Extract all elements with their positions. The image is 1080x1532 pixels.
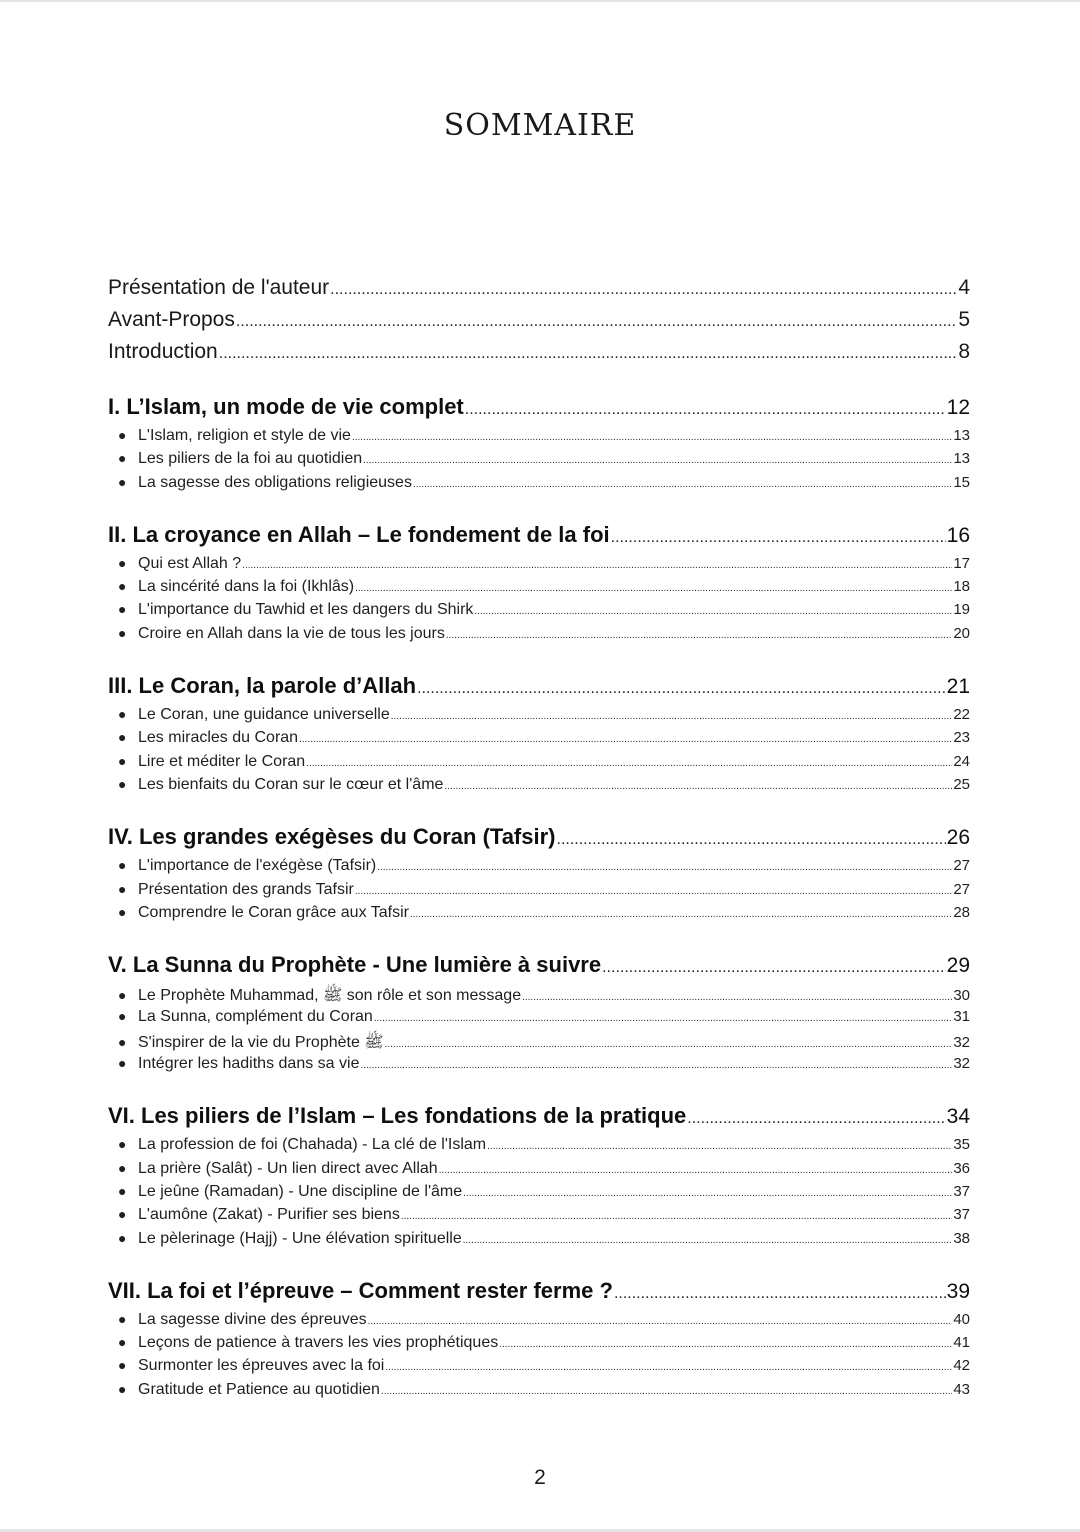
dot-leader	[463, 1235, 953, 1246]
chapter-title: IV. Les grandes exégèses du Coran (Tafsir)	[108, 824, 556, 850]
page-title: SOMMAIRE	[443, 108, 637, 143]
subentry-label: Croire en Allah dans la vie de tous les jours	[138, 624, 445, 642]
chapter-section-4	[108, 824, 970, 927]
toc-subentry[interactable]	[108, 1055, 970, 1078]
chapter-heading[interactable]	[108, 1278, 970, 1311]
toc-subentry[interactable]	[108, 427, 970, 450]
dot-leader	[381, 1386, 952, 1397]
dot-leader	[413, 479, 952, 490]
dot-leader	[330, 281, 957, 299]
toc-page-number: 34	[946, 1105, 970, 1129]
toc-page-number: 23	[953, 729, 970, 747]
subentry-label: Comprendre le Coran grâce aux Tafsir	[138, 903, 409, 921]
dot-leader	[355, 583, 952, 594]
toc-page-number: 35	[953, 1136, 970, 1154]
toc-page-number: 13	[953, 427, 970, 444]
bullet-icon: ●	[118, 1206, 127, 1223]
toc-subentry[interactable]	[108, 1381, 970, 1404]
bullet-icon: ●	[118, 624, 127, 641]
toc-entry-label: Avant-Propos	[108, 308, 235, 331]
chapter-title: II. La croyance en Allah – Le fondement de la foi	[108, 521, 610, 547]
toc-entry-label: Présentation de l'auteur	[108, 276, 330, 299]
subentry-label: Qui est Allah ?	[138, 554, 242, 572]
dot-leader	[352, 432, 952, 443]
bullet-icon: ●	[118, 1357, 127, 1374]
page-number: 2	[534, 1466, 546, 1489]
dot-leader	[465, 401, 946, 419]
chapter-title: VII. La foi et l’épreuve – Comment rester ferme ?	[108, 1277, 613, 1303]
toc-subentry[interactable]	[108, 625, 970, 648]
dot-leader	[410, 909, 952, 920]
dot-leader	[401, 1211, 952, 1222]
toc-subentry[interactable]	[108, 601, 970, 624]
bullet-icon: ●	[118, 903, 127, 920]
toc-page-number: 13	[953, 450, 970, 468]
bullet-icon: ●	[118, 729, 127, 746]
dot-leader	[499, 1339, 952, 1350]
toc-page-number: 4	[958, 276, 970, 299]
subentry-label: Lire et méditer le Coran	[138, 752, 306, 770]
toc-page-number: 37	[953, 1182, 970, 1200]
toc-page-number: 36	[953, 1159, 970, 1177]
toc-subentry[interactable]	[108, 1311, 970, 1334]
dot-leader	[363, 455, 952, 466]
toc-subentry[interactable]	[108, 1032, 970, 1055]
bullet-icon: ●	[118, 1033, 127, 1050]
chapter-title: V. La Sunna du Prophète - Une lumière à suivre	[108, 952, 602, 978]
toc-page-number: 32	[953, 1033, 970, 1051]
subentry-label: Le jeûne (Ramadan) - Une discipline de l'âme	[138, 1182, 463, 1200]
bullet-icon: ●	[118, 857, 127, 874]
bullet-icon: ●	[118, 775, 127, 792]
toc-page-number: 28	[953, 903, 970, 921]
subentry-label: Surmonter les épreuves avec la foi	[138, 1357, 385, 1375]
bullet-icon: ●	[118, 1008, 127, 1025]
table-of-contents	[108, 276, 970, 1404]
subentry-label: La sagesse divine des épreuves	[138, 1310, 367, 1328]
bullet-icon: ●	[118, 1334, 127, 1351]
dot-leader	[439, 1165, 953, 1176]
dot-leader	[487, 1141, 952, 1152]
dot-leader	[391, 711, 953, 722]
toc-subentry[interactable]	[108, 904, 970, 927]
toc-subentry[interactable]	[108, 578, 970, 601]
toc-subentry[interactable]	[108, 555, 970, 578]
bullet-icon: ●	[118, 987, 127, 1004]
chapter-section-7	[108, 1278, 970, 1404]
toc-page-number: 19	[953, 601, 970, 619]
toc-page-number: 39	[946, 1279, 970, 1303]
dot-leader	[611, 529, 946, 547]
subentry-label: La sagesse des obligations religieuses	[138, 473, 412, 491]
dot-leader	[602, 959, 946, 977]
chapter-title: VI. Les piliers de l’Islam – Les fondations de la pratique	[108, 1103, 687, 1129]
dot-leader	[522, 992, 952, 1003]
bullet-icon: ●	[118, 427, 127, 443]
bullet-icon: ●	[118, 1310, 127, 1327]
toc-subentry[interactable]	[108, 1136, 970, 1159]
bullet-icon: ●	[118, 601, 127, 618]
toc-page-number: 20	[953, 624, 970, 642]
toc-subentry[interactable]	[108, 776, 970, 799]
toc-page-number: 38	[953, 1229, 970, 1247]
subentry-label: La sincérité dans la foi (Ikhlâs)	[138, 578, 355, 596]
page-top-edge	[0, 0, 1080, 2]
dot-leader	[355, 886, 952, 897]
toc-page-number: 5	[958, 308, 970, 331]
toc-page-number: 24	[953, 752, 970, 770]
toc-page-number: 40	[953, 1310, 970, 1328]
toc-page-number: 32	[953, 1055, 970, 1073]
chapter-title: III. Le Coran, la parole d’Allah	[108, 673, 417, 699]
chapter-section-5	[108, 952, 970, 1078]
subentry-label: Le Coran, une guidance universelle	[138, 706, 390, 724]
chapter-heading[interactable]	[108, 394, 970, 427]
bullet-icon: ●	[118, 473, 127, 490]
toc-page-number: 41	[953, 1334, 970, 1352]
bullet-icon: ●	[118, 554, 127, 571]
subentry-label: Les bienfaits du Coran sur le cœur et l'âme	[138, 775, 444, 793]
subentry-label: L'importance du Tawhid et les dangers du Shirk	[138, 601, 474, 619]
toc-page-number: 8	[958, 340, 970, 363]
dot-leader	[557, 831, 946, 849]
dot-leader	[236, 313, 957, 331]
subentry-label: Gratitude et Patience au quotidien	[138, 1380, 380, 1398]
toc-page-number: 25	[953, 775, 970, 793]
subentry-label: Présentation des grands Tafsir	[138, 880, 354, 898]
bullet-icon: ●	[118, 1136, 127, 1153]
toc-page-number: 12	[946, 396, 970, 419]
bullet-icon: ●	[118, 1159, 127, 1176]
dot-leader	[474, 606, 952, 617]
dot-leader	[377, 862, 952, 873]
toc-subentry[interactable]	[108, 706, 970, 729]
chapter-heading[interactable]	[108, 673, 970, 706]
subentry-label: S'inspirer de la vie du Prophète ﷺ	[138, 1033, 384, 1051]
toc-subentry[interactable]	[108, 1357, 970, 1380]
toc-page-number: 18	[953, 578, 970, 596]
toc-page-number: 22	[953, 706, 970, 724]
dot-leader	[374, 1013, 953, 1024]
dot-leader	[368, 1316, 953, 1327]
toc-subentry[interactable]	[108, 881, 970, 904]
chapter-section-2	[108, 522, 970, 648]
dot-leader	[446, 630, 952, 641]
chapter-section-3	[108, 673, 970, 799]
bullet-icon: ●	[118, 1055, 127, 1072]
toc-subentry[interactable]	[108, 857, 970, 880]
toc-entry-introduction[interactable]	[108, 340, 970, 372]
subentry-label: La Sunna, complément du Coran	[138, 1008, 373, 1026]
chapter-heading[interactable]	[108, 824, 970, 857]
dot-leader	[463, 1188, 952, 1199]
dot-leader	[444, 781, 952, 792]
toc-subentry[interactable]	[108, 1008, 970, 1031]
toc-page-number: 27	[953, 880, 970, 898]
bullet-icon: ●	[118, 450, 127, 467]
toc-subentry[interactable]	[108, 729, 970, 752]
subentry-label: Leçons de patience à travers les vies prophétiques	[138, 1334, 499, 1352]
toc-subentry[interactable]	[108, 1160, 970, 1183]
toc-subentry[interactable]	[108, 474, 970, 497]
toc-page-number: 17	[953, 554, 970, 572]
toc-page-number: 42	[953, 1357, 970, 1375]
chapter-heading[interactable]	[108, 952, 970, 985]
toc-subentry[interactable]	[108, 450, 970, 473]
toc-page-number: 31	[953, 1008, 970, 1026]
chapter-section-6	[108, 1103, 970, 1252]
bullet-icon: ●	[118, 578, 127, 595]
toc-page-number: 29	[946, 954, 970, 978]
dot-leader	[385, 1362, 952, 1373]
toc-page-number: 43	[953, 1380, 970, 1398]
dot-leader	[417, 680, 946, 698]
dot-leader	[299, 734, 952, 745]
toc-subentry[interactable]	[108, 753, 970, 776]
subentry-label: L'Islam, religion et style de vie	[138, 427, 351, 444]
dot-leader	[306, 758, 952, 769]
chapter-heading[interactable]	[108, 1103, 970, 1136]
subentry-label: Les piliers de la foi au quotidien	[138, 450, 363, 468]
toc-entry-presentation[interactable]	[108, 276, 970, 308]
dot-leader	[360, 1060, 952, 1071]
chapter-section-1	[108, 394, 970, 497]
subentry-label: Le Prophète Muhammad, ﷺ son rôle et son message	[138, 987, 522, 1005]
toc-page-number: 16	[946, 523, 970, 547]
toc-entry-avant-propos[interactable]	[108, 308, 970, 340]
bullet-icon: ●	[118, 1380, 127, 1397]
toc-subentry[interactable]	[108, 1183, 970, 1206]
dot-leader	[242, 560, 952, 571]
dot-leader	[219, 345, 958, 363]
bullet-icon: ●	[118, 706, 127, 723]
toc-page-number: 26	[946, 826, 970, 850]
chapter-title: I. L’Islam, un mode de vie complet	[108, 394, 464, 419]
bullet-icon: ●	[118, 1229, 127, 1246]
subentry-label: Les miracles du Coran	[138, 729, 299, 747]
bullet-icon: ●	[118, 880, 127, 897]
dot-leader	[687, 1110, 945, 1128]
toc-subentry[interactable]	[108, 1206, 970, 1229]
dot-leader	[385, 1039, 953, 1050]
toc-subentry[interactable]	[108, 1230, 970, 1253]
subentry-label: L'aumône (Zakat) - Purifier ses biens	[138, 1206, 400, 1224]
subentry-label: La prière (Salât) - Un lien direct avec Allah	[138, 1159, 438, 1177]
toc-entry-label: Introduction	[108, 340, 218, 363]
toc-subentry[interactable]	[108, 1334, 970, 1357]
toc-page-number: 37	[953, 1206, 970, 1224]
subentry-label: La profession de foi (Chahada) - La clé de l'Islam	[138, 1136, 487, 1154]
chapter-heading[interactable]	[108, 522, 970, 555]
toc-page-number: 30	[953, 987, 970, 1005]
dot-leader	[614, 1285, 946, 1303]
toc-subentry[interactable]	[108, 985, 970, 1008]
subentry-label: L'importance de l'exégèse (Tafsir)	[138, 857, 377, 875]
bullet-icon: ●	[118, 1182, 127, 1199]
bullet-icon: ●	[118, 752, 127, 769]
toc-page-number: 15	[953, 473, 970, 491]
toc-page-number: 27	[953, 857, 970, 875]
toc-page-number: 21	[946, 675, 970, 699]
subentry-label: Intégrer les hadiths dans sa vie	[138, 1055, 360, 1073]
subentry-label: Le pèlerinage (Hajj) - Une élévation spirituelle	[138, 1229, 462, 1247]
